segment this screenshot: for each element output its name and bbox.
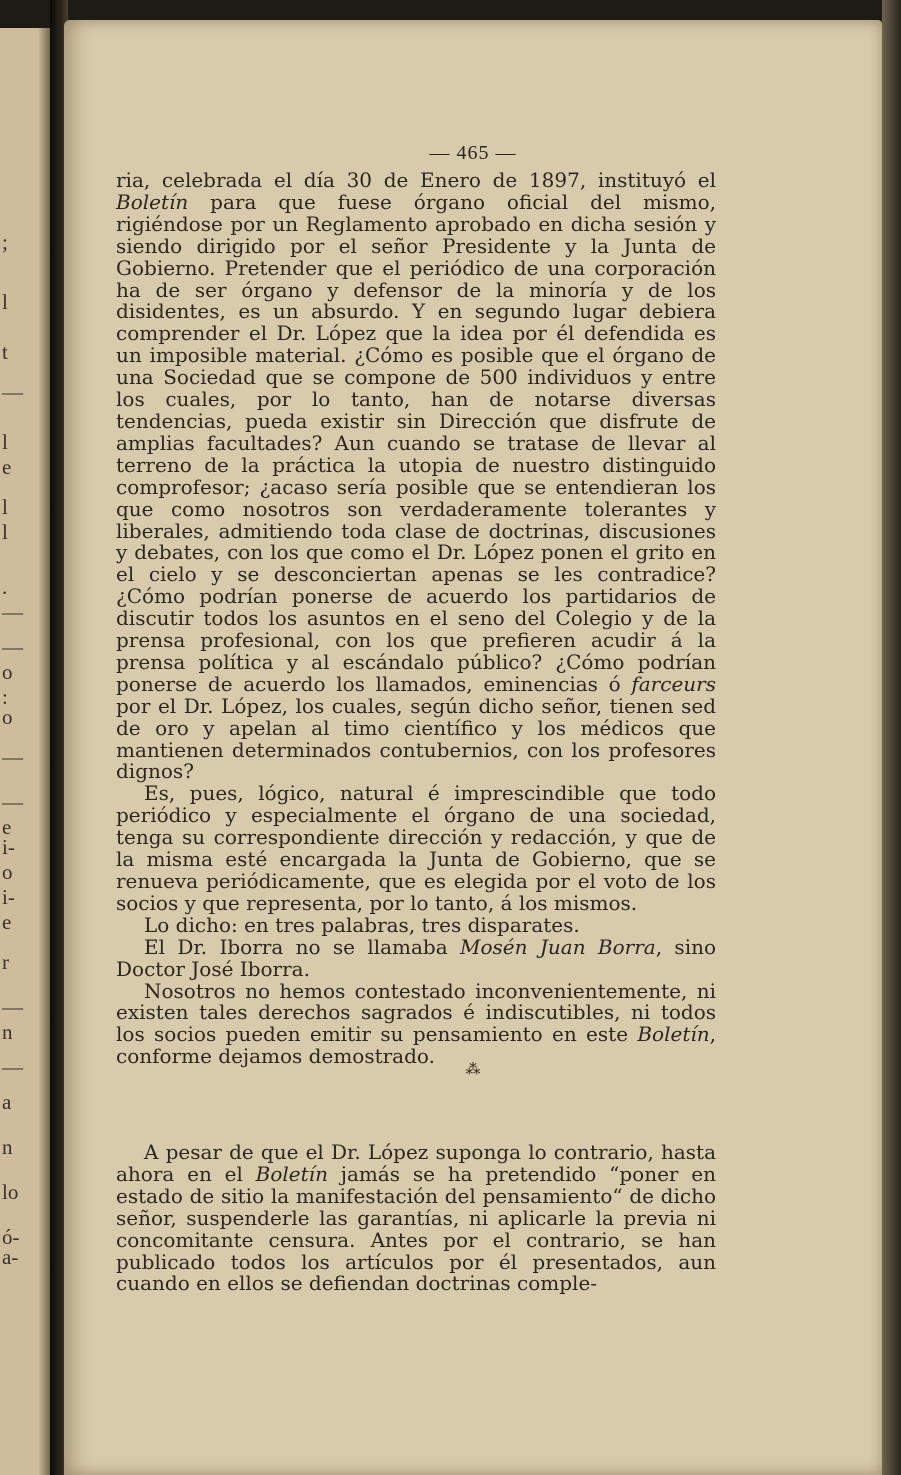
text-segment: A pesar de que el Dr. López suponga lo contrario, hasta ahora en el [116,1140,716,1186]
facing-page-fragment: e [2,910,12,934]
facing-page-fragment: i- [2,885,15,909]
facing-page-fragment: e [2,815,12,839]
facing-page-fragment: t [2,340,8,364]
paragraph-p1 [116,170,716,783]
facing-page-fragment: lo [2,1180,19,1204]
facing-page-fragment: . [2,575,8,599]
facing-page-fragment: l [2,495,8,519]
facing-page-fragment: l [2,430,8,454]
facing-page-fragment: — [2,1055,23,1079]
facing-page-fragment: o [2,660,13,684]
facing-page-fragment: — [2,380,23,404]
italic-text-segment: farceurs [631,671,716,696]
paragraph-p5 [116,978,716,1069]
facing-page-fragment: — [2,600,23,624]
facing-page-fragment: — [2,995,23,1019]
facing-page-fragment: n [2,1135,13,1159]
text-segment: ria, celebrada el día 30 de Enero de 1897, instituyó el [116,168,716,192]
text-segment: , sino Doctor José Iborra. [116,934,717,981]
italic-text-segment: Mosén Juan Borra [460,934,656,959]
facing-page-fragment: ó- [2,1225,20,1249]
facing-page-fragment: o [2,860,13,884]
facing-page-fragment: : [2,685,8,709]
text-segment: , conforme dejamos demostrado. [116,1022,716,1069]
italic-text-segment: Boletín [637,1022,710,1047]
section-separator-asterism: ⁂ [465,1060,481,1078]
facing-page-fragment: — [2,790,23,814]
facing-page-fragment: o [2,705,13,729]
text-segment: Nosotros no hemos contestado inconvenientemente, ni existen tales derechos sagrados é indiscutibles, ni todos los socios pueden emitir su pensamiento en este [116,978,716,1047]
facing-page-fragment: — [2,635,23,659]
facing-page-fragment: e [2,455,12,479]
facing-page-fragment: l [2,290,8,314]
italic-text-segment: Boletín [116,189,189,214]
facing-page-fragment: i- [2,835,15,859]
facing-page-fragment: — [2,745,23,769]
paragraph-p6 [116,1142,716,1295]
paragraph-p4 [116,934,717,981]
second-text-block [116,1142,716,1295]
text-segment: Es, pues, lógico, natural é imprescindible que todo periódico y especialmente el órgano de una sociedad, tenga su correspondiente dirección y redacción, y que de la misma esté encargada la Junta de Gobierno, que se renueva periódicamente, que es elegida por el voto de los socios y que representa, por lo tanto, á los mismos. [116,781,716,915]
main-text-block [116,170,716,1068]
facing-page-fragment: n [2,1020,13,1044]
text-segment: Lo dicho: en tres palabras, tres disparates. [144,912,580,937]
facing-page-fragment: r [2,950,9,974]
text-segment: por el Dr. López, los cuales, según dicho señor, tienen sed de oro y apelan al timo científico y los médicos que mantienen determinados contubernios, con los profesores dignos? [116,693,716,784]
facing-page-fragment: l [2,520,8,544]
facing-page-fragment: a [2,1090,12,1114]
paragraph-p3 [116,912,716,937]
facing-page-fragment: ; [2,230,8,254]
text-segment: jamás se ha pretendido “poner en estado de sitio la manifestación del pensamiento“ de dicho señor, suspenderle las garantías, ni aplicarle la previa ni concomitante censura. Antes por el contrario, se han publicado todos los artículos por él presentados, aun cuando en ellos se defiendan doctrinas comple- [116,1161,716,1296]
page-number: — 465 — [429,142,517,164]
italic-text-segment: Boletín [255,1161,328,1186]
paragraph-p2 [116,783,716,914]
facing-page-edge [0,28,50,1475]
facing-page-fragment: a- [2,1245,19,1269]
page-gutter-shadow [38,28,50,1475]
text-segment: para que fuese órgano oficial del mismo, rigiéndose por un Reglamento aprobado en dicha sesión y siendo dirigido por el señor Presidente y la Junta de Gobierno. Pretender que el periódico de una corporación ha de ser órgano y defensor de la minoría y de los disidentes, es un absurdo. Y en segundo lugar debiera comprender el Dr. López que la idea por él defendida es un imposible material. ¿Cómo es posible que el órgano de una Sociedad que se compone de 500 individuos y entre los cuales, por lo tanto, han de notarse diversas tendencias, pueda existir sin Dirección que disfrute de amplias facultades? Aun cuando se tratase de llevar al terreno de la práctica la utopia de nuestro distinguido comprofesor; ¿acaso sería posible que se entendieran los que como nosotros son verdaderamente tolerantes y liberales, admitiendo toda clase de doctrinas, discusiones y debates, con los que como el Dr. López ponen el grito en el cielo y se desconciertan apenas se les contradice? ¿Cómo podrían ponerse de acuerdo los partidarios de discutir todos los asuntos en el seno del Colegio y de la prensa profesional, con los que prefieren acudir á la prensa política y al escándalo público? ¿Cómo podrían ponerse de acuerdo los llamados, eminencias ó [116,189,716,696]
text-segment: El Dr. Iborra no se llamaba [144,934,461,959]
book-page [64,20,882,1475]
right-scan-edge [882,0,901,1475]
